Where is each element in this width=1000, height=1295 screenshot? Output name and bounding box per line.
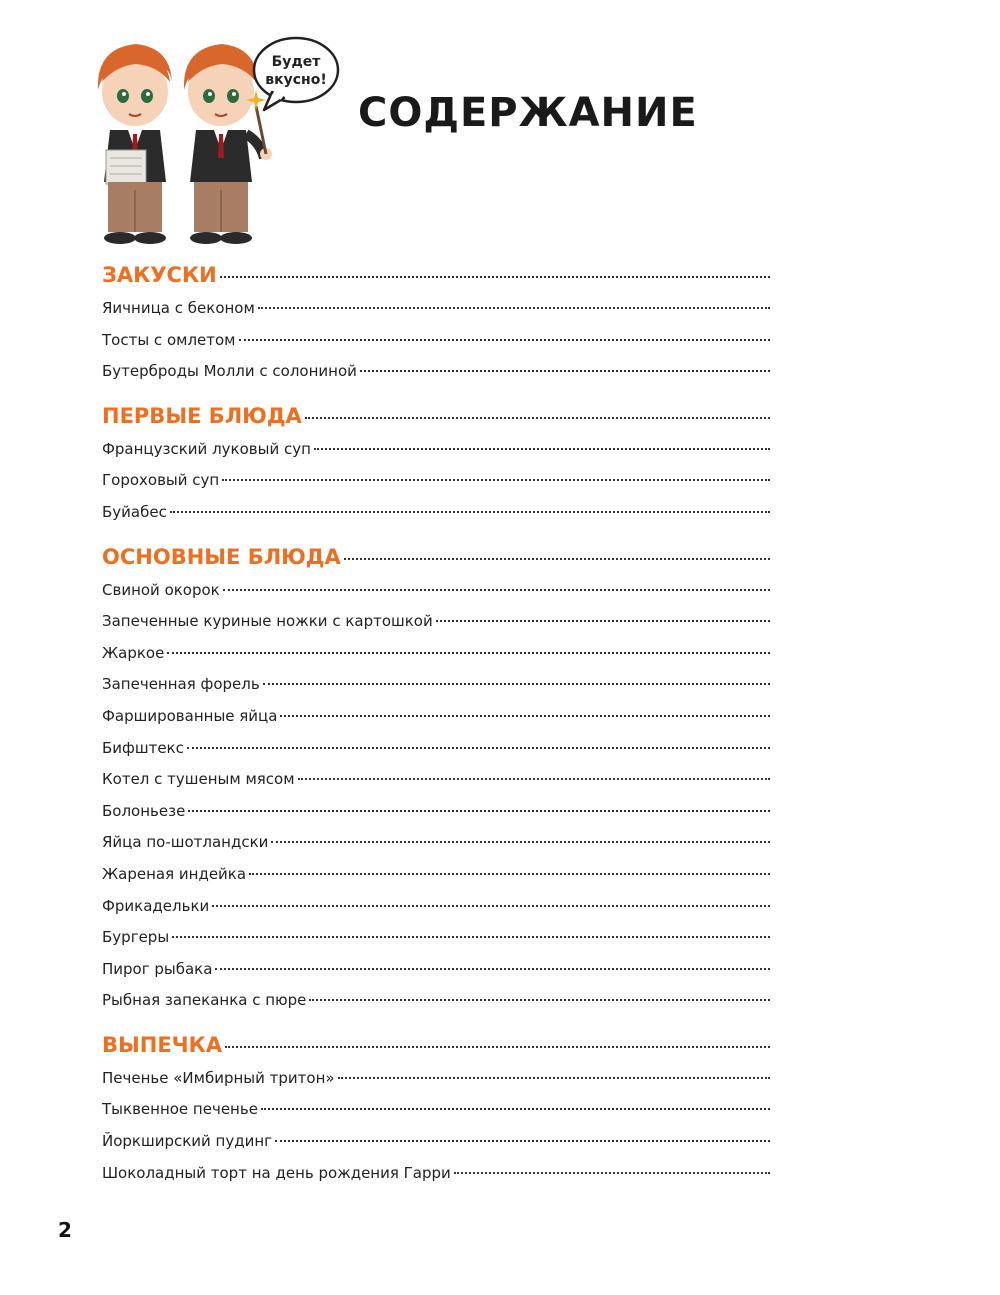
toc-entry-label: Тосты с омлетом [102,330,236,349]
toc-section [102,404,770,535]
speech-bubble [254,38,338,110]
dot-leader [436,620,770,622]
toc-entry-label: Гороховый суп [102,471,220,490]
dot-leader [271,841,770,843]
toc-section-heading [102,1033,770,1069]
toc-section-heading [102,263,770,299]
dot-leader [170,511,770,513]
page-number: 2 [58,1218,72,1242]
dot-leader [222,479,770,481]
toc-entry[interactable] [102,928,770,960]
toc-entry-label: Яйца по-шотландски [102,833,269,852]
toc-entry-label: Йоркширский пудинг [102,1132,273,1151]
dot-leader [454,1172,770,1174]
toc-entry-label: Свиной окорок [102,580,220,599]
toc-entry[interactable] [102,991,770,1023]
dot-leader [280,715,770,717]
speech-bubble-line-1: Будет [271,54,321,70]
toc-entry[interactable] [102,331,770,363]
toc-entry[interactable] [102,770,770,802]
dot-leader [239,339,771,341]
toc-entry[interactable] [102,299,770,331]
dot-leader [309,999,770,1001]
toc-entry-label: Бургеры [102,928,170,947]
toc-entry-label: Жаркое [102,643,165,662]
toc-entry-label: Пирог рыбака [102,959,213,978]
toc-entry[interactable] [102,1069,770,1101]
section-title: ЗАКУСКИ [102,263,217,287]
toc-entry[interactable] [102,675,770,707]
toc-entry[interactable] [102,1132,770,1164]
toc-entry[interactable] [102,581,770,613]
toc-entry-label: Рыбная запеканка с пюре [102,991,307,1010]
toc-entry[interactable] [102,865,770,897]
toc-entry[interactable] [102,1100,770,1132]
toc-entry[interactable] [102,960,770,992]
toc-entry-label: Фрикадельки [102,896,210,915]
dot-leader [305,417,770,419]
toc-entry[interactable] [102,802,770,834]
dot-leader [263,683,770,685]
toc-section [102,1033,770,1195]
dot-leader [220,276,770,278]
section-title: ПЕРВЫЕ БЛЮДА [102,403,302,428]
toc-entry[interactable] [102,897,770,929]
toc-entry-label: Французский луковый суп [102,439,311,458]
dot-leader [172,936,770,938]
toc-entry-label: Фаршированные яйца [102,706,278,725]
toc-entry[interactable] [102,503,770,535]
dot-leader [215,968,770,970]
dot-leader [314,448,770,450]
toc-entry-label: Болоньезе [102,801,186,820]
toc-entry[interactable] [102,471,770,503]
toc-entry[interactable] [102,739,770,771]
page-title: СОДЕРЖАНИЕ [358,90,698,136]
dot-leader [167,652,770,654]
toc-entry-label: Шоколадный торт на день рождения Гарри [102,1163,451,1182]
toc-entry[interactable] [102,362,770,394]
dot-leader [258,307,770,309]
toc-entry[interactable] [102,1164,770,1196]
dot-leader [275,1140,770,1142]
twin-left-figure [98,44,172,244]
dot-leader [261,1108,770,1110]
toc-entry-label: Бутерброды Молли с солониной [102,362,357,381]
toc-entry[interactable] [102,440,770,472]
dot-leader [298,778,770,780]
dot-leader [360,370,770,372]
toc-entry-label: Запеченные куриные ножки с картошкой [102,612,433,631]
twins-illustration [88,30,348,255]
speech-bubble-line-2: вкусно! [265,72,327,88]
dot-leader [249,873,770,875]
toc-entry[interactable] [102,612,770,644]
section-title: ВЫПЕЧКА [102,1032,223,1057]
dot-leader [225,1046,770,1048]
toc-section [102,545,770,1023]
section-title: ОСНОВНЫЕ БЛЮДА [102,544,341,569]
dot-leader [344,558,770,560]
toc-section-heading [102,404,770,440]
table-of-contents [102,263,770,1205]
dot-leader [188,810,770,812]
toc-entry[interactable] [102,707,770,739]
toc-entry-label: Тыквенное печенье [102,1100,258,1119]
toc-entry-label: Жареная индейка [102,864,247,883]
toc-entry-label: Буйабес [102,502,167,521]
toc-entry-label: Котел с тушеным мясом [102,770,295,789]
toc-entry-label: Запеченная форель [102,675,260,694]
toc-entry-label: Бифштекс [102,738,184,757]
toc-entry[interactable] [102,644,770,676]
dot-leader [187,747,770,749]
dot-leader [338,1077,770,1079]
dot-leader [223,589,770,591]
toc-entry-label: Яичница с беконом [102,299,255,317]
toc-section-heading [102,545,770,581]
toc-entry[interactable] [102,833,770,865]
toc-entry-label: Печенье «Имбирный тритон» [102,1068,335,1087]
toc-section [102,263,770,394]
dot-leader [212,905,770,907]
